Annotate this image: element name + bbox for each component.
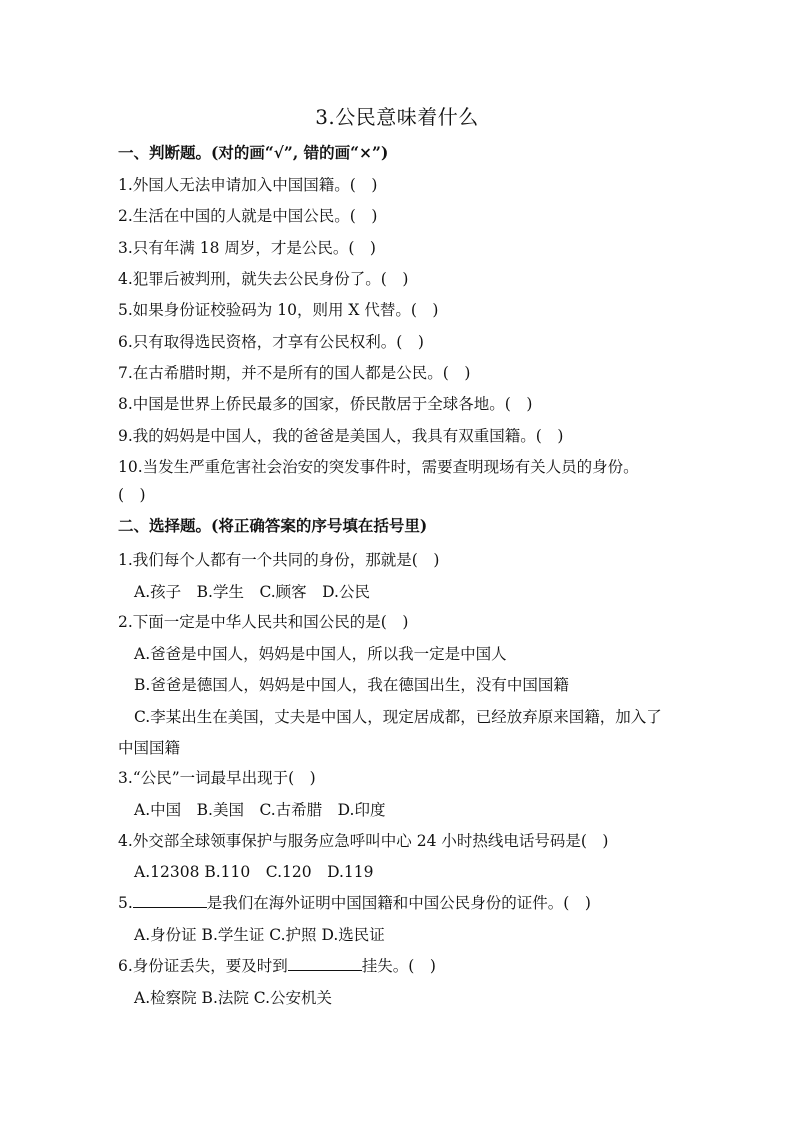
mc-question-6-prefix: 6.身份证丢失，要及时到 <box>118 957 288 975</box>
mc-question-5-text: 是我们在海外证明中国国籍和中国公民身份的证件。( ) <box>206 894 591 912</box>
section-heading-true-false: 一、判断题。(对的画“√”, 错的画“×”) <box>118 143 389 162</box>
mc-question-6-options: A.检察院 B.法院 C.公安机关 <box>134 989 333 1007</box>
fill-in-blank <box>133 892 207 908</box>
mc-question-5 <box>118 891 591 915</box>
page-title: 3.公民意味着什么 <box>315 105 479 129</box>
mc-question-2-option-c: C.李某出生在美国，丈夫是中国人，现定居成都，已经放弃原来国籍，加入了 <box>134 708 662 726</box>
mc-question-6 <box>118 954 436 978</box>
tf-question-2: 2.生活在中国的人就是中国公民。( ) <box>118 207 378 225</box>
tf-question-1: 1.外国人无法申请加入中国国籍。( ) <box>118 176 378 194</box>
tf-question-9: 9.我的妈妈是中国人，我的爸爸是美国人，我具有双重国籍。( ) <box>118 427 564 445</box>
mc-question-5-prefix: 5. <box>118 894 133 912</box>
tf-question-3: 3.只有年满 18 周岁，才是公民。( ) <box>118 239 376 257</box>
tf-question-7: 7.在古希腊时期，并不是所有的国人都是公民。( ) <box>118 364 471 382</box>
section-heading-multiple-choice: 二、选择题。(将正确答案的序号填在括号里) <box>118 516 428 535</box>
mc-question-1-options: A.孩子 B.学生 C.顾客 D.公民 <box>134 583 370 601</box>
fill-in-blank <box>288 955 362 971</box>
mc-question-6-text: 挂失。( ) <box>361 957 436 975</box>
mc-question-2-option-a: A.爸爸是中国人，妈妈是中国人，所以我一定是中国人 <box>134 645 507 663</box>
tf-question-6: 6.只有取得选民资格，才享有公民权利。( ) <box>118 333 424 351</box>
mc-question-2-option-b: B.爸爸是德国人，妈妈是中国人，我在德国出生，没有中国国籍 <box>134 676 569 694</box>
mc-question-1: 1.我们每个人都有一个共同的身份，那就是( ) <box>118 551 440 569</box>
tf-question-8: 8.中国是世界上侨民最多的国家，侨民散居于全球各地。( ) <box>118 395 533 413</box>
mc-question-4-options: A.12308 B.110 C.120 D.119 <box>134 863 374 881</box>
mc-question-2: 2.下面一定是中华人民共和国公民的是( ) <box>118 613 409 631</box>
mc-question-3-options: A.中国 B.美国 C.古希腊 D.印度 <box>134 801 386 819</box>
mc-question-5-options: A.身份证 B.学生证 C.护照 D.选民证 <box>134 926 385 944</box>
tf-question-10-bracket: ( ) <box>118 486 146 504</box>
tf-question-4: 4.犯罪后被判刑，就失去公民身份了。( ) <box>118 270 409 288</box>
mc-question-3: 3.“公民”一词最早出现于( ) <box>118 769 316 787</box>
mc-question-2-option-c-continued: 中国国籍 <box>118 739 181 757</box>
tf-question-5: 5.如果身份证校验码为 10，则用 X 代替。( ) <box>118 301 439 319</box>
mc-question-4: 4.外交部全球领事保护与服务应急呼叫中心 24 小时热线电话号码是( ) <box>118 832 609 850</box>
tf-question-10: 10.当发生严重危害社会治安的突发事件时，需要查明现场有关人员的身份。 <box>118 458 639 476</box>
